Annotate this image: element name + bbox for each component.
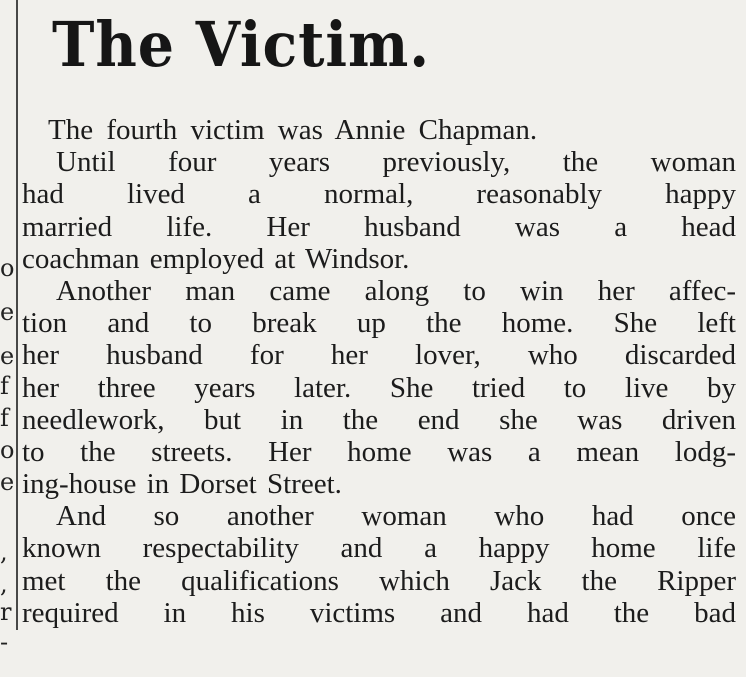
article-line: required in his victims and had the bad: [22, 596, 736, 629]
edge-char: o: [0, 436, 15, 464]
edge-char: f: [0, 404, 9, 432]
article-line: known respectability and a happy home life: [22, 532, 736, 565]
edge-char: ,: [0, 538, 8, 566]
article-headline: The Victim.: [52, 8, 431, 81]
article-line: her husband for her lover, who discarded: [22, 339, 736, 372]
article-line: needlework, but in the end she was driven: [22, 403, 736, 436]
article-line: Another man came along to win her affec-: [56, 274, 736, 307]
article-line: had lived a normal, reasonably happy: [22, 178, 736, 211]
article-line: The fourth victim was Annie Chapman.: [48, 114, 538, 146]
article-line: tion and to break up the home. She left: [22, 307, 736, 340]
edge-char: f: [0, 372, 9, 400]
article-body: [22, 114, 736, 629]
article-line: Until four years previously, the woman: [56, 146, 736, 179]
edge-char: ,: [0, 570, 8, 598]
edge-char: e: [0, 298, 15, 326]
edge-char: r: [0, 598, 12, 626]
article-line: married life. Her husband was a head: [22, 210, 736, 243]
article-line: to the streets. Her home was a mean lodg-: [22, 435, 736, 468]
edge-char: o: [0, 254, 15, 282]
edge-char: e: [0, 342, 15, 370]
article-line: met the qualifications which Jack the Ripper: [22, 564, 736, 597]
edge-char: -: [0, 628, 9, 656]
article-line: And so another woman who had once: [56, 500, 736, 533]
edge-char: e: [0, 468, 15, 496]
article-line: coachman employed at Windsor.: [22, 242, 410, 275]
column-rule: [16, 0, 18, 630]
article-line: ing-house in Dorset Street.: [22, 468, 342, 501]
article-line: her three years later. She tried to live by: [22, 371, 736, 404]
